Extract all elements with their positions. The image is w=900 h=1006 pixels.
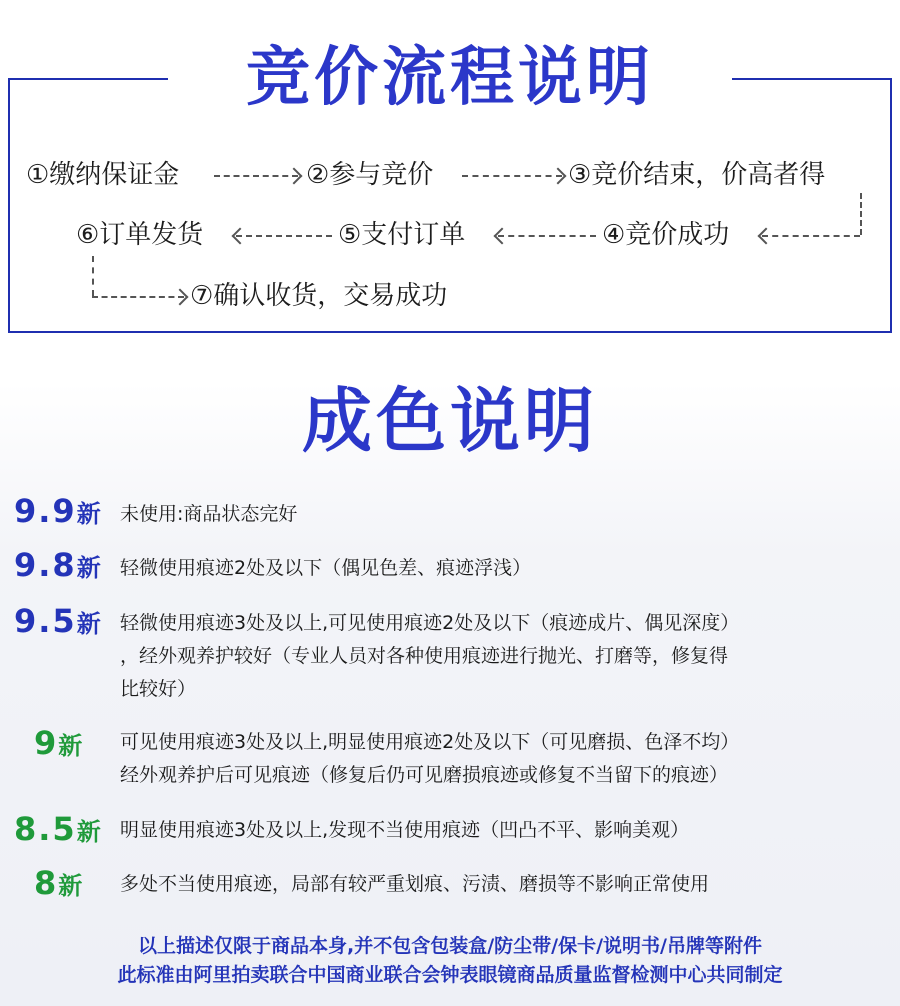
desc-line: 经外观养护后可见痕迹（修复后仍可见磨损痕迹或修复不当留下的痕迹） [120,764,729,786]
grade-9-9-desc [120,498,880,531]
grade-9-9 [14,492,101,530]
arrow-2-3 [462,175,562,177]
arrow-4-5 [498,235,596,237]
step-6: ⑥订单发货 [76,220,204,250]
desc-line: 未使用:商品状态完好 [120,503,298,525]
grade-number: 9.8 [14,546,77,584]
grade-8-desc [120,868,880,901]
footnote-standard: 此标准由阿里拍卖联合中国商业联合会钟表眼镜商品质量监督检测中心共同制定 [117,964,783,986]
step-3: ③竞价结束，价高者得 [568,160,826,190]
step-5: ⑤支付订单 [338,220,466,250]
grade-9-5 [14,602,101,640]
desc-line: 可见使用痕迹3处及以上,明显使用痕迹2处及以下（可见磨损、色泽不均） [120,731,740,753]
grade-suffix: 新 [58,732,83,760]
desc-line: 轻微使用痕迹3处及以上,可见使用痕迹2处及以下（痕迹成片、偶见深度） [120,612,740,634]
connector-6-7-vertical [92,256,94,296]
grade-8 [34,864,82,902]
grade-9 [34,724,82,762]
grade-9-8 [14,546,101,584]
connector-3-4-vertical [860,193,862,235]
desc-line: ，经外观养护较好（专业人员对各种使用痕迹进行抛光、打磨等，修复得 [120,645,729,667]
grade-9-5-desc [120,607,880,706]
grade-8-5-desc [120,814,880,847]
grade-8-5 [14,810,101,848]
step-1: ①缴纳保证金 [26,160,180,190]
grade-suffix: 新 [76,554,101,582]
footnote-accessories: 以上描述仅限于商品本身,并不包含包装盒/防尘带/保卡/说明书/吊牌等附件 [138,935,762,957]
grade-number: 9.5 [14,602,77,640]
arrow-3-4 [762,235,860,237]
grade-suffix: 新 [76,500,101,528]
step-7: ⑦确认收货，交易成功 [190,281,448,311]
grade-suffix: 新 [76,818,101,846]
arrow-5-6 [236,235,332,237]
grade-number: 8 [34,864,59,902]
grade-9-desc [120,726,880,792]
desc-line: 多处不当使用痕迹，局部有较严重划痕、污渍、磨损等不影响正常使用 [120,873,710,895]
arrow-1-2 [214,175,298,177]
grade-9-8-desc [120,552,880,585]
step-2: ②参与竞价 [306,160,434,190]
step-4: ④竞价成功 [602,220,730,250]
desc-line: 轻微使用痕迹2处及以下（偶见色差、痕迹浮浅） [120,557,532,579]
arrow-6-7 [92,296,184,298]
grade-suffix: 新 [58,872,83,900]
grade-number: 8.5 [14,810,77,848]
condition-title: 成色说明 [302,380,598,462]
grade-number: 9.9 [14,492,77,530]
desc-line: 比较好） [120,678,197,700]
process-title: 竞价流程说明 [246,41,654,115]
grade-number: 9 [34,724,59,762]
grade-suffix: 新 [76,610,101,638]
desc-line: 明显使用痕迹3处及以上,发现不当使用痕迹（凹凸不平、影响美观） [120,819,690,841]
